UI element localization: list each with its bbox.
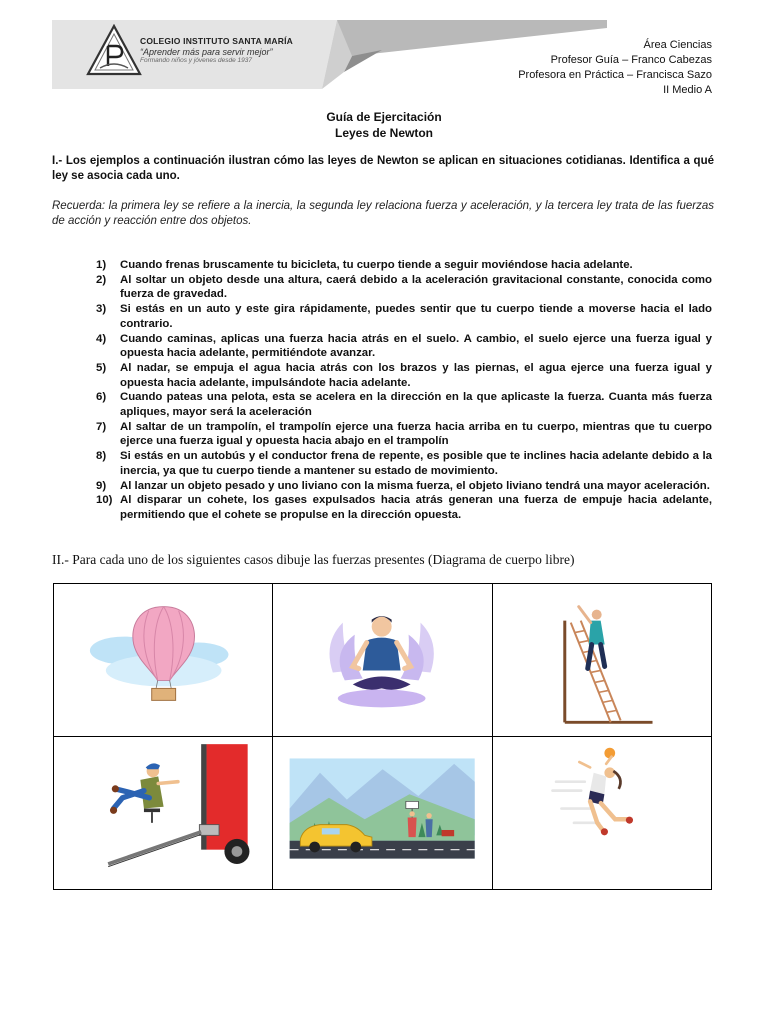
list-item: 8) Si estás en un autobús y el conductor frena de repente, es posible que te inclines hacia adelante debido a la inercia, ya que tu cuerpo tiende a mantener su estado de movimiento. (96, 450, 712, 477)
page-subtitle: Leyes de Newton (334, 126, 434, 140)
cell-ladder-climber (492, 584, 711, 737)
cell-hot-air-balloon (54, 584, 273, 737)
ladder-climber-image (493, 584, 711, 736)
list-item: 6) Cuando pateas una pelota, esta se acelera en la dirección en la que aplicaste la fuerza. Cuanta más fuerza apliques, mayor será la aceleración (96, 391, 712, 419)
cell-volleyball-player (492, 737, 711, 890)
truck-ramp-image (54, 737, 272, 889)
list-item: 3) Si estás en un auto y este gira rápidamente, puedes sentir que tu cuerpo tiende a moverse hacia el lado contrario. (96, 303, 712, 330)
header-info (518, 38, 712, 98)
meditating-person-image (273, 584, 491, 736)
volleyball-player-image (493, 737, 711, 889)
teacher-label: Profesor Guía – Franco Cabezas (550, 54, 712, 66)
list-item: 9) Al lanzar un objeto pesado y uno liviano con la misma fuerza, el objeto liviano tendrá una mayor aceleración. (96, 479, 710, 492)
list-item: 1) Cuando frenas bruscamente tu bicicleta, tu cuerpo tiende a seguir moviéndose hacia adelante. (96, 259, 633, 271)
cell-truck-ramp (54, 737, 273, 890)
cell-taxi-scene (273, 737, 492, 890)
school-crest-logo (86, 24, 142, 80)
list-item: 10) Al disparar un cohete, los gases expulsados hacia atrás generan una fuerza de empuje hacia adelante, permitiendo que el cohete se propulse en la dirección opuesta. (96, 494, 712, 521)
grade-label: II Medio A (663, 84, 712, 96)
school-info (140, 36, 293, 64)
intern-label: Profesora en Práctica – Francisca Sazo (518, 69, 712, 81)
school-name: COLEGIO INSTITUTO SANTA MARÍA (140, 36, 293, 46)
area-label: Área Ciencias (643, 39, 712, 51)
examples-list (96, 258, 712, 523)
page-title: Guía de Ejercitación (326, 110, 442, 124)
section1-instruction: I.- Los ejemplos a continuación ilustran cómo las leyes de Newton se aplican en situaciones cotidianas. Identifica a qué ley se asocia cada uno. (52, 155, 714, 182)
cell-meditating-person (273, 584, 492, 737)
list-item: 5) Al nadar, se empuja el agua hacia atrás con los brazos y las piernas, el agua ejerce una fuerza igual y opuesta hacia adelante, impulsándote hacia adelante. (96, 361, 712, 389)
school-tagline: Formando niños y jóvenes desde 1937 (140, 57, 253, 64)
exercise-grid (53, 583, 712, 890)
hot-air-balloon-image (54, 584, 272, 736)
section1-reminder: Recuerda: la primera ley se refiere a la inercia, la segunda ley relaciona fuerza y aceleración, y la tercera ley trata de las fuerzas de acción y reacción entre dos objetos. (52, 200, 714, 227)
section2-instruction: II.- Para cada uno de los siguientes casos dibuje las fuerzas presentes (Diagrama de cuerpo libre) (52, 552, 575, 567)
list-item: 7) Al saltar de un trampolín, el trampolín ejerce una fuerza hacia arriba en tu cuerpo, mientras que tu cuerpo ejerce una fuerza igual y opuesta hacia abajo en el trampolín (96, 420, 712, 448)
list-item: 2) Al soltar un objeto desde una altura, caerá debido a la aceleración gravitacional constante, conocida como fuerza de gravedad. (96, 273, 712, 301)
school-motto: “Aprender más para servir mejor” (140, 47, 273, 57)
list-item: 4) Cuando caminas, aplicas una fuerza hacia atrás en el suelo. A cambio, el suelo ejerce una fuerza igual y opuesta hacia adelante, permitiéndote avanzar. (96, 332, 712, 360)
taxi-scene-image (273, 737, 491, 889)
